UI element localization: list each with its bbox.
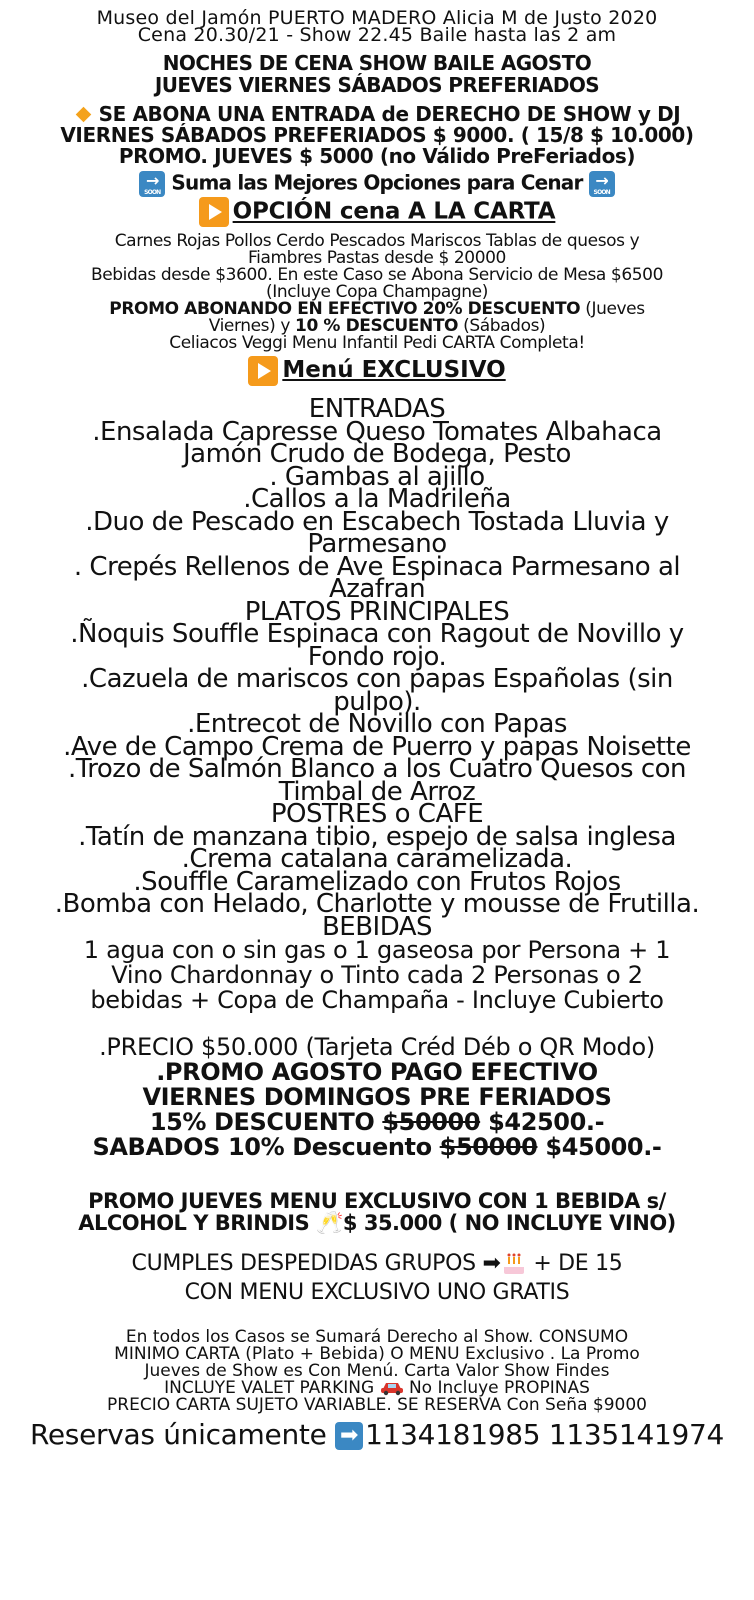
headline bbox=[0, 52, 754, 96]
reservas-line bbox=[0, 1418, 754, 1452]
menu-item: .Ensalada Capresse Queso Tomates Albahaca bbox=[92, 416, 662, 447]
fine-line-1: En todos los Casos se Sumará Derecho al Show. CONSUMO bbox=[125, 1327, 629, 1347]
jueves-line-2-a: ALCOHOL Y BRINDIS bbox=[78, 1211, 316, 1235]
menu-item: pulpo). bbox=[333, 686, 421, 717]
entrada-line-1-text: SE ABONA UNA ENTRADA de DERECHO DE SHOW y DJ bbox=[98, 102, 681, 126]
precio-line bbox=[0, 1035, 754, 1060]
menu-item: .Callos a la Madrileña bbox=[243, 484, 511, 514]
fine-line-4-b: No Incluye PROPINAS bbox=[403, 1378, 590, 1398]
cumples-line-2: CON MENU EXCLUSIVO UNO GRATIS bbox=[184, 1280, 570, 1305]
section-heading-principales: PLATOS PRINCIPALES bbox=[244, 596, 510, 627]
menu-item: .Souffle Caramelizado con Frutos Rojos bbox=[133, 866, 621, 897]
entrada-line-1 bbox=[0, 104, 754, 125]
entrada-line-3: PROMO. JUEVES $ 5000 (no Válido PreFeriados) bbox=[118, 144, 636, 168]
jueves-line-1: PROMO JUEVES MENU EXCLUSIVO CON 1 BEBIDA s/ bbox=[88, 1189, 666, 1213]
carta-description bbox=[0, 233, 754, 352]
promo-line-2: VIERNES DOMINGOS PRE FERIADOS bbox=[142, 1083, 612, 1111]
fine-line-3: Jueves de Show es Con Menú. Carta Valor Show Findes bbox=[144, 1361, 610, 1381]
menu-item: .Ave de Campo Crema de Puerro y papas Noisette bbox=[63, 731, 691, 762]
menu-item: Parmesano bbox=[307, 529, 447, 559]
carta-line-6-a: Viernes) y bbox=[208, 316, 296, 336]
menu-item: .Trozo de Salmón Blanco a los Cuatro Quesos con bbox=[67, 754, 687, 784]
promo-discount-15 bbox=[0, 1110, 754, 1135]
menu-item: .Entrecot de Novillo con Papas bbox=[187, 709, 567, 739]
birthday-cake-icon bbox=[501, 1251, 527, 1277]
carta-line-1: Carnes Rojas Pollos Cerdo Pescados Mariscos Tablas de quesos y bbox=[114, 231, 640, 251]
champagne-glasses-icon: 🥂 bbox=[316, 1211, 343, 1236]
menu-exclusivo-text: Menú EXCLUSIVO bbox=[282, 357, 506, 383]
soon-arrow-icon: → SOON bbox=[589, 171, 615, 197]
bebidas-line: Vino Chardonnay o Tinto cada 2 Personas o 2 bbox=[111, 961, 643, 989]
carta-line-2: Fiambres Pastas desde $ 20000 bbox=[248, 248, 506, 268]
header-line-venue: Museo del Jamón PUERTO MADERO Alicia M de Justo 2020 bbox=[96, 7, 658, 29]
orange-diamond-icon bbox=[75, 106, 91, 122]
discount-15-label: 15% DESCUENTO bbox=[149, 1108, 383, 1136]
arrow-right-icon: ➡ bbox=[482, 1251, 501, 1276]
header bbox=[0, 0, 754, 44]
menu-exclusivo-title bbox=[0, 354, 754, 386]
phone-number-1[interactable]: 1134181985 bbox=[365, 1418, 541, 1451]
promo-discount-10 bbox=[0, 1135, 754, 1160]
menu-item: . Crepés Rellenos de Ave Espinaca Parmesano al bbox=[73, 551, 681, 582]
menu-item: .Duo de Pescado en Escabech Tostada Lluvia y bbox=[85, 506, 669, 537]
carta-line-6-rest: (Sábados) bbox=[458, 316, 546, 336]
discount-10-label: SABADOS 10% Descuento bbox=[92, 1133, 440, 1161]
old-price-strikethrough: $50000 bbox=[439, 1133, 538, 1161]
opcion-carta-text: OPCIÓN cena A LA CARTA bbox=[232, 198, 556, 225]
cumples-line-1-b: + DE 15 bbox=[526, 1251, 623, 1276]
cumples-line-1 bbox=[0, 1249, 754, 1278]
menu-item: .Ñoquis Souffle Espinaca con Ragout de Novillo y bbox=[70, 619, 684, 649]
right-arrow-icon: ➡ bbox=[335, 1422, 363, 1450]
fine-print bbox=[0, 1329, 754, 1414]
menu-item: .Cazuela de mariscos con papas Españolas (sin bbox=[81, 664, 673, 694]
reservas-label: Reservas únicamente bbox=[29, 1418, 336, 1451]
old-price-strikethrough: $50000 bbox=[382, 1108, 481, 1136]
fine-line-2: MINIMO CARTA (Plato + Bebida) O MENU Exclusivo . La Promo bbox=[114, 1344, 640, 1364]
menu-item: Timbal de Arroz bbox=[278, 776, 476, 807]
entrada-section bbox=[0, 104, 754, 167]
carta-line-7: Celiacos Veggi Menu Infantil Pedi CARTA Completa! bbox=[169, 333, 585, 353]
fine-line-4-a: INCLUYE VALET PARKING bbox=[164, 1378, 380, 1398]
soon-arrow-icon: → SOON bbox=[139, 171, 165, 197]
promo-jueves bbox=[0, 1190, 754, 1235]
carta-line-4: (Incluye Copa Champagne) bbox=[266, 282, 488, 302]
suma-line bbox=[0, 171, 754, 197]
menu-item: Azafran bbox=[328, 574, 426, 604]
jueves-line-2-b: $ 35.000 ( NO INCLUYE VINO) bbox=[342, 1211, 676, 1235]
promo-agosto bbox=[0, 1060, 754, 1160]
carta-line-6-bold: 10 % DESCUENTO bbox=[295, 316, 459, 336]
opcion-carta-title bbox=[0, 197, 754, 227]
section-heading-entradas: ENTRADAS bbox=[308, 394, 446, 424]
play-button-icon bbox=[248, 356, 278, 386]
precio-text: .PRECIO $50.000 (Tarjeta Créd Déb o QR Modo) bbox=[99, 1033, 655, 1061]
discount-15-price: $42500.- bbox=[480, 1108, 605, 1136]
menu-item: Jamón Crudo de Bodega, Pesto bbox=[183, 439, 571, 469]
carta-promo-bold: PROMO ABONANDO EN EFECTIVO 20% DESCUENTO bbox=[109, 299, 581, 319]
bebidas-line: 1 agua con o sin gas o 1 gaseosa por Persona + 1 bbox=[83, 936, 671, 964]
play-button-icon bbox=[199, 197, 229, 227]
promo-line-1: .PROMO AGOSTO PAGO EFECTIVO bbox=[156, 1058, 598, 1086]
bebidas-description bbox=[0, 938, 754, 1013]
menu-item: .Crema catalana caramelizada. bbox=[181, 844, 573, 874]
section-heading-bebidas: BEBIDAS bbox=[321, 911, 433, 942]
menu-item: .Tatín de manzana tibio, espejo de salsa inglesa bbox=[78, 821, 676, 852]
carta-line-3: Bebidas desde $3600. En este Caso se Abona Servicio de Mesa $6500 bbox=[90, 265, 664, 285]
car-icon bbox=[380, 1380, 404, 1396]
headline-line-1: NOCHES DE CENA SHOW BAILE AGOSTO bbox=[162, 51, 592, 75]
cumples-line-1-a: CUMPLES DESPEDIDAS GRUPOS bbox=[131, 1251, 483, 1276]
discount-10-price: $45000.- bbox=[537, 1133, 662, 1161]
menu-item: . Gambas al ajillo bbox=[269, 461, 485, 492]
carta-promo-rest: (Jueves bbox=[580, 299, 645, 319]
cumples-section bbox=[0, 1249, 754, 1307]
phone-number-2[interactable]: 1135141974 bbox=[548, 1418, 725, 1451]
fine-line-5: PRECIO CARTA SUJETO VARIABLE. SE RESERVA Con Seña $9000 bbox=[107, 1395, 647, 1415]
menu-list bbox=[0, 394, 754, 942]
headline-line-2: JUEVES VIERNES SÁBADOS PREFERIADOS bbox=[154, 73, 600, 97]
menu-item: .Bomba con Helado, Charlotte y mousse de Frutilla. bbox=[54, 889, 700, 919]
menu-item: Fondo rojo. bbox=[307, 641, 447, 672]
section-heading-postres: POSTRES o CAFE bbox=[270, 799, 484, 829]
entrada-line-2: VIERNES SÁBADOS PREFERIADOS $ 9000. ( 15/8 $ 10.000) bbox=[60, 123, 694, 147]
bebidas-line: bebidas + Copa de Champaña - Incluye Cubierto bbox=[90, 986, 664, 1014]
jueves-line-2 bbox=[0, 1212, 754, 1235]
header-line-schedule: Cena 20.30/21 - Show 22.45 Baile hasta las 2 am bbox=[137, 24, 617, 46]
suma-text: Suma las Mejores Opciones para Cenar bbox=[171, 170, 583, 195]
